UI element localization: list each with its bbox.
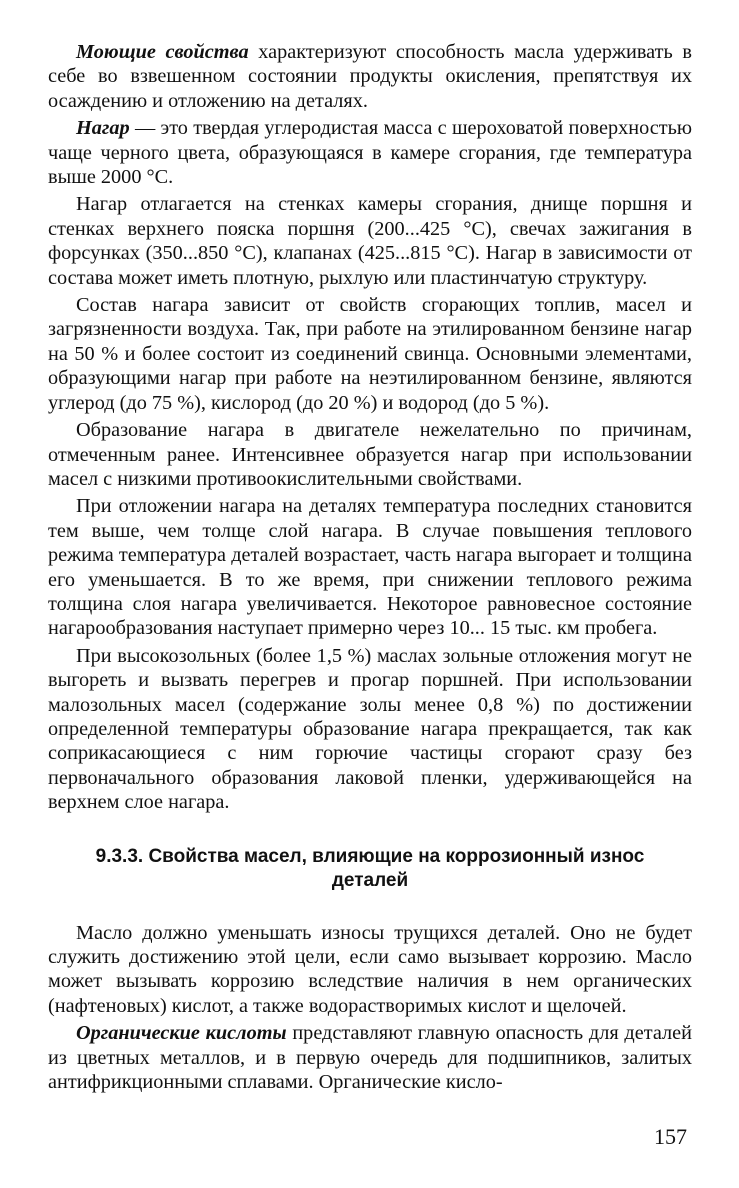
section-heading-line-2: деталей bbox=[331, 869, 409, 891]
paragraph-corrosion-intro: Масло должно уменьшать износы трущихся деталей. Оно не будет служить достижению этой цели, если само вызывает коррозию. Масло может вызывать коррозию вследствие наличия в нем органических (нафтеновых) кислот, а также водорастворимых кислот и щелочей. bbox=[48, 921, 692, 1017]
section-heading-line-1: 9.3.3. Свойства масел, влияющие на коррозионный износ bbox=[95, 845, 645, 867]
term-detergent-properties: Моющие свойства bbox=[76, 41, 249, 63]
paragraph-organic-acids bbox=[48, 1021, 692, 1094]
term-organic-acids: Органические кислоты bbox=[76, 1022, 287, 1045]
page-text bbox=[48, 40, 692, 1094]
term-carbon-deposit: Нагар bbox=[76, 117, 130, 140]
paragraph-ash-deposits: При высокозольных (более 1,5 %) маслах зольные отложения могут не выгореть и вызвать перегрев и прогар поршней. При использовании малозольных масел (содержание золы менее 0,8 %) по достижении определенной температуры образование нагара прекращается, так как соприкасающиеся с ним горючие частицы сгорают сразу без первоначального образования лаковой пленки, удерживающейся на верхнем слое нагара. bbox=[48, 644, 692, 814]
paragraph-deposit-locations: Нагар отлагается на стенках камеры сгорания, днище поршня и стенках верхнего пояска поршня (200...425 °С), свечах зажигания в форсунках (350...850 °С), клапанах (425...815 °С). Нагар в зависимости от состава может иметь плотную, рыхлую или пластинчатую структуру. bbox=[48, 193, 692, 289]
paragraph-deposit-composition: Состав нагара зависит от свойств сгорающих топлив, масел и загрязненности воздуха. Так, при работе на этилированном бензине нагар на 50 % и более состоит из соединений свинца. Основными элементами, образующими нагар при работе на неэтилированном бензине, являются углерод (до 75 %), кислород (до 20 %) и водород (до 5 %). bbox=[48, 294, 692, 414]
paragraph-text: представляют главную опасность для деталей из цветных металлов, и в первую очередь для подшипников, залитых антифрикционными сплавами. Органические кисло- bbox=[48, 1022, 692, 1094]
paragraph-carbon-deposit-definition bbox=[48, 116, 692, 189]
page-number: 157 bbox=[654, 1124, 687, 1149]
paragraph-deposit-temperature: При отложении нагара на деталях температура последних становится тем выше, чем толще слой нагара. В случае повышения теплового режима температура деталей возрастает, часть нагара выгорает и толщина его уменьшается. В то же время, при снижении теплового режима толщина слоя нагара увеличивается. Некоторое равновесное состояние нагарообразования наступает примерно через 10... 15 тыс. км пробега. bbox=[48, 495, 692, 640]
paragraph-detergent-properties bbox=[48, 40, 692, 113]
paragraph-text: характеризуют способность масла удерживать в себе во взвешенном состоянии продукты окисления, препятствуя их осаждению и отложению на деталях. bbox=[48, 41, 692, 112]
paragraph-deposit-formation: Образование нагара в двигателе нежелательно по причинам, отмеченным ранее. Интенсивнее образуется нагар при использовании масел с низкими противоокислительными свойствами. bbox=[48, 419, 692, 490]
section-heading bbox=[48, 845, 692, 893]
paragraph-text: — это твердая углеродистая масса с шероховатой поверхностью чаще черного цвета, образующаяся в камере сгорания, где температура выше 2000 °С. bbox=[48, 117, 692, 189]
